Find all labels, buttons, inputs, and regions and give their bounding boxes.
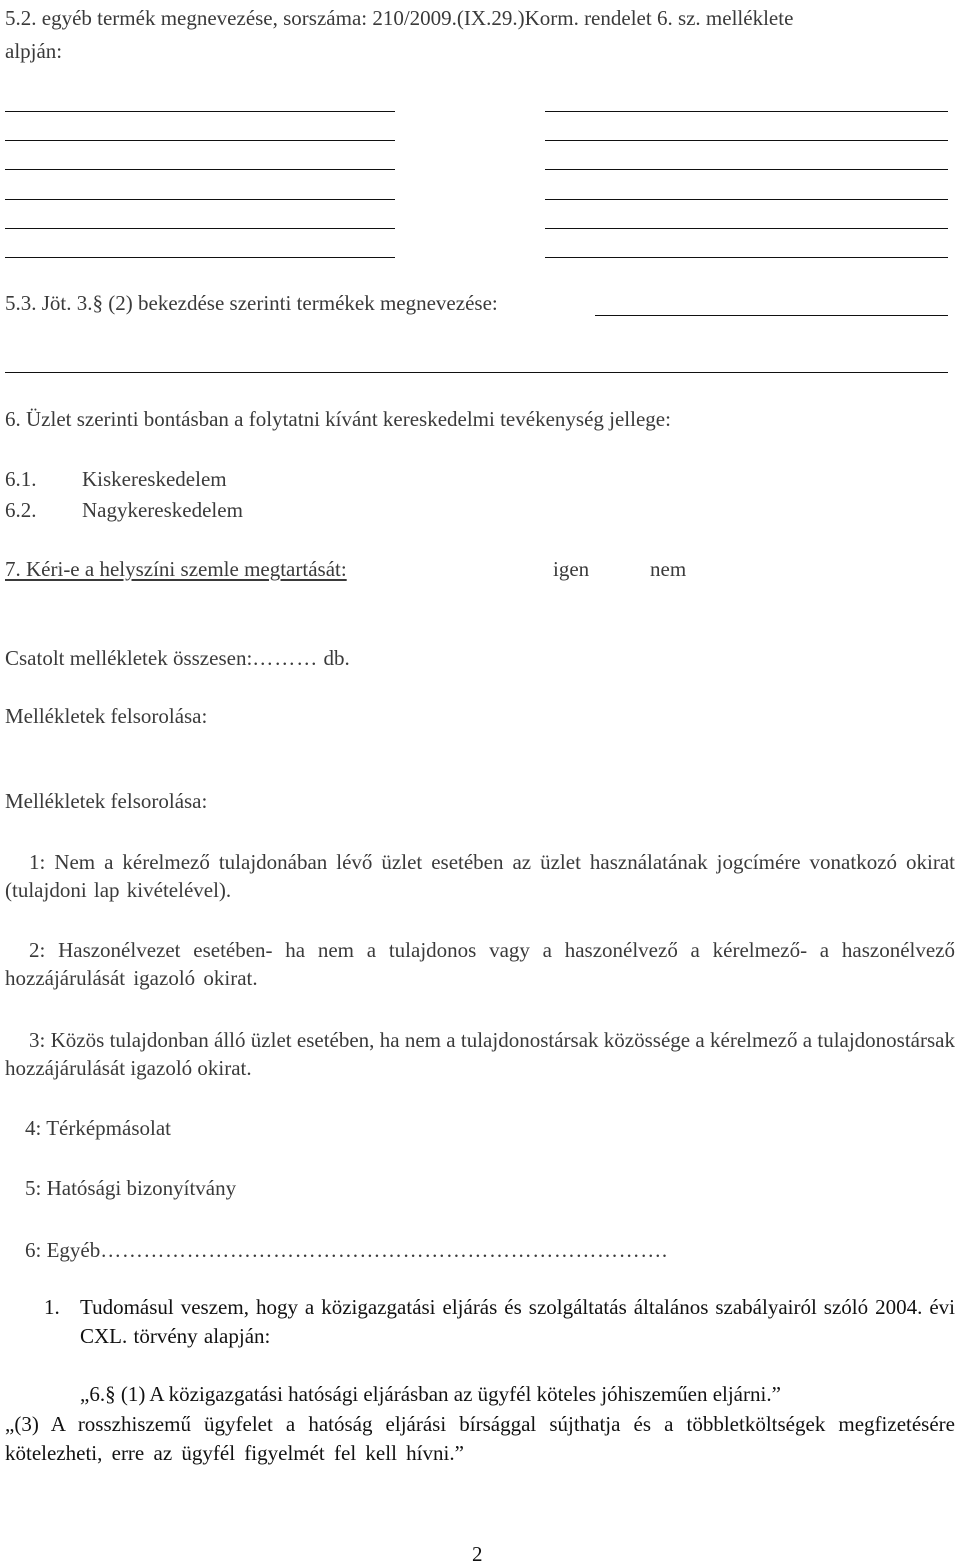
option-6-1-number: 6.1. [5,467,37,491]
attachment-item-1: 1: Nem a kérelmező tulajdonában lévő üzlet esetében az üzlet használatának jogcímére vonatkozó okirat (tulajdoni lap kivételével). [5,850,955,902]
blank-line[interactable] [5,140,395,141]
blank-line[interactable] [545,199,948,200]
blank-line[interactable] [545,111,948,112]
blank-line[interactable] [5,228,395,229]
blank-line[interactable] [545,228,948,229]
option-6-1-label[interactable]: Kiskereskedelem [82,467,227,491]
attachment-item-6: 6: Egyéb [25,1238,101,1262]
acknowledgement-quote-2: „(3) A rosszhiszemű ügyfelet a hatóság eljárási bírsággal sújthatja és a többletköltségek megfizetésére kötelezheti, erre az ügyfél figyelmét fel kell hívni.” [5,1412,955,1465]
attachments-list-heading: Mellékletek felsorolása: [5,704,208,728]
attachment-item-6-line [25,1236,668,1264]
blank-line[interactable] [545,257,948,258]
page-number: 2 [472,1542,483,1566]
blank-line[interactable] [5,169,395,170]
attachment-other-field[interactable]: ……………………………………………………………………. [100,1238,668,1262]
section-5-3-label: 5.3. Jöt. 3.§ (2) bekezdése szerinti termékek megnevezése: [5,291,498,315]
attachments-count-line [5,644,350,672]
attachments-count-unit: db. [318,646,350,670]
blank-line[interactable] [5,111,395,112]
attachments-list-heading-repeat: Mellékletek felsorolása: [5,789,208,813]
section-7-question: 7. Kéri-e a helyszíni szemle megtartását: [5,557,347,581]
blank-line[interactable] [5,199,395,200]
section-5-2-line1: 5.2. egyéb termék megnevezése, sorszáma: 210/2009.(IX.29.)Korm. rendelet 6. sz. melléklete [5,6,794,30]
attachment-item-2: 2: Haszonélvezet esetében- ha nem a tulajdonos vagy a haszonélvező a kérelmező- a haszonélvező hozzájárulását igazoló okirat. [5,938,955,990]
section-5-2-line2: alpján: [5,39,63,63]
section-5-3-field[interactable] [595,315,948,316]
attachment-item-4: 4: Térképmásolat [25,1116,171,1140]
attachment-item-5: 5: Hatósági bizonyítvány [25,1176,237,1200]
acknowledgement-quote-1: „6.§ (1) A közigazgatási hatósági eljárásban az ügyfél köteles jóhiszeműen eljárni.” [80,1382,781,1406]
section-6-heading: 6. Üzlet szerinti bontásban a folytatni kívánt kereskedelmi tevékenység jellege: [5,407,671,431]
blank-line[interactable] [5,257,395,258]
option-nem[interactable]: nem [650,557,687,581]
attachments-count-field[interactable]: ……… [252,646,319,670]
blank-line[interactable] [545,169,948,170]
attachment-item-3: 3: Közös tulajdonban álló üzlet esetében, ha nem a tulajdonostársak közössége a kérelmező a tulajdonostársak hozzájárulását igazoló okirat. [5,1028,955,1080]
option-6-2-number: 6.2. [5,498,37,522]
option-igen[interactable]: igen [553,557,590,581]
blank-line[interactable] [545,140,948,141]
acknowledgement-text: Tudomásul veszem, hogy a közigazgatási eljárás és szolgáltatás általános szabályairól szóló 2004. évi CXL. törvény alapján: [80,1295,955,1348]
attachments-count-label: Csatolt mellékletek összesen: [5,646,253,670]
acknowledgement-number: 1. [44,1295,60,1319]
section-5-3-field-2[interactable] [5,372,948,373]
option-6-2-label[interactable]: Nagykereskedelem [82,498,243,522]
